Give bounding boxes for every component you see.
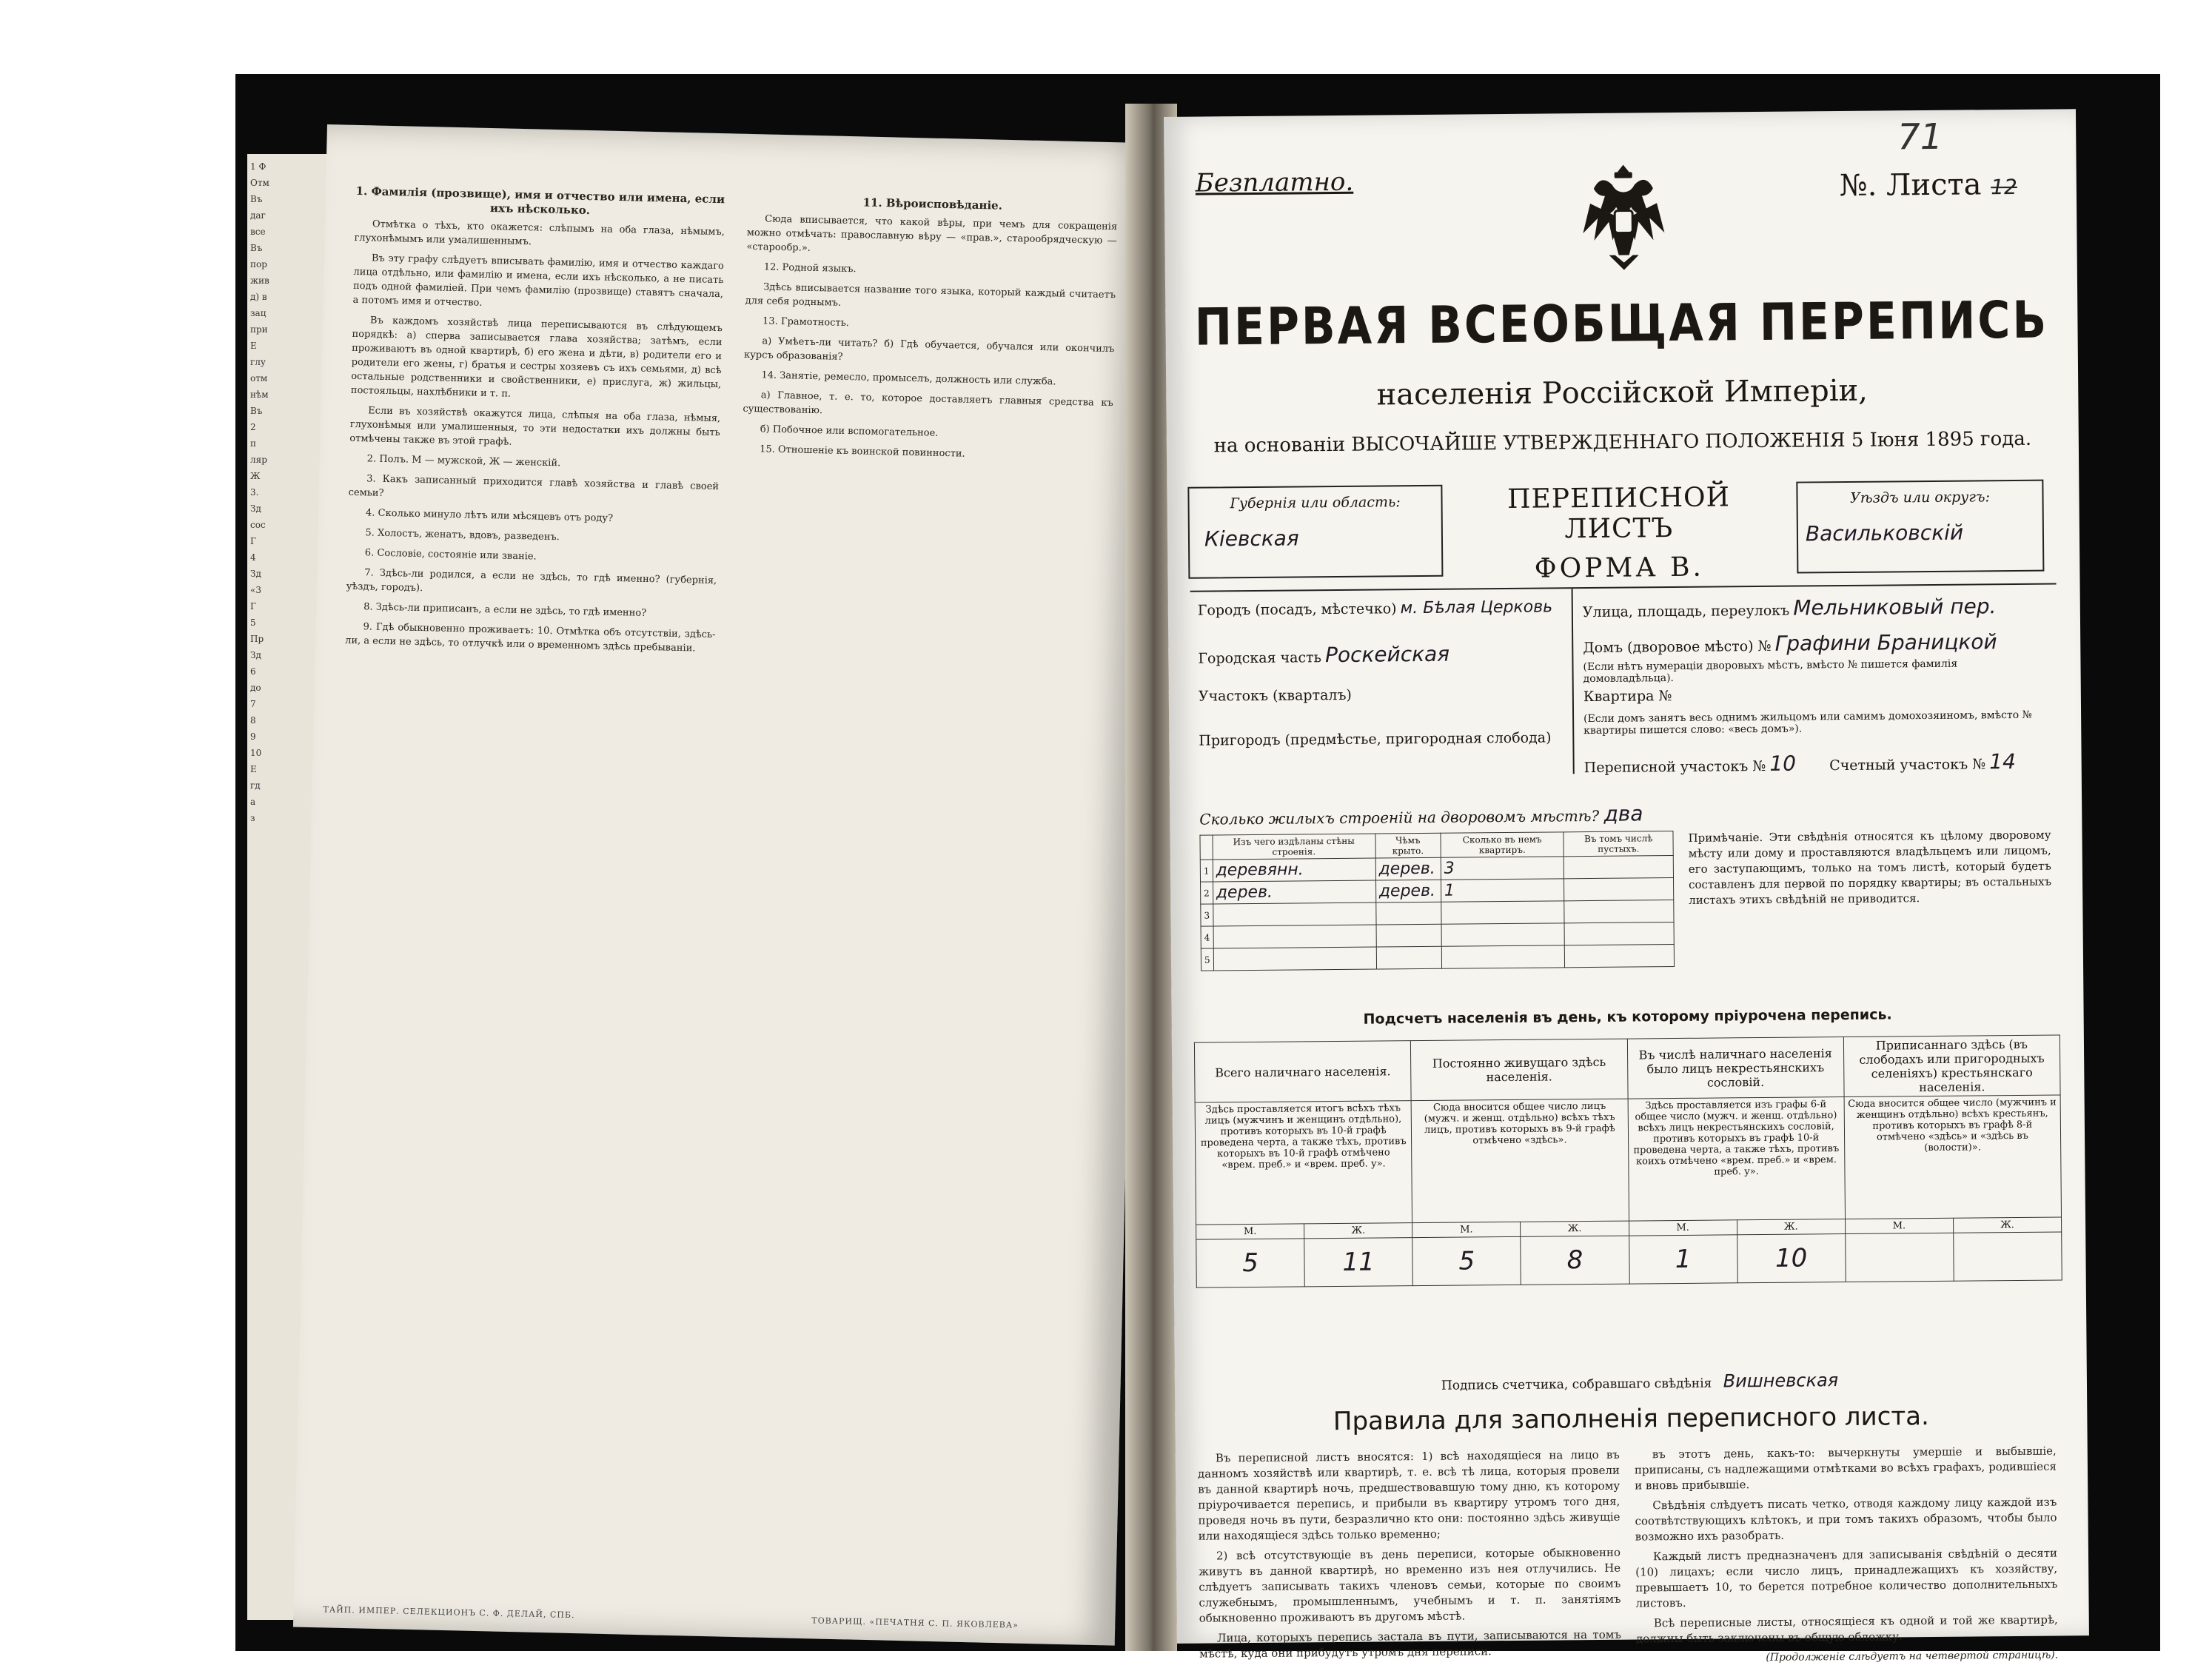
instruction-paragraph: 3. Какъ записанный приходится главѣ хозяйства и главѣ своей семьи?: [348, 473, 720, 499]
edge-text-fragment: 2: [250, 422, 256, 432]
province-box: [1187, 485, 1443, 579]
instruction-paragraph: Сюда вписывается, что какой вѣры, при чемъ для сокращенія можно отмѣчать: православную вѣру — «прав.», старообрядческую — «старообр.».: [746, 213, 1118, 254]
tally-column-description: Здѣсь проставляется изъ графы 6-й общее число (мужч. и женщ. отдѣльно) всѣхъ лицъ некрестьянскихъ сословій, противъ которыхъ въ графѣ 10-й проведена черта, а также тѣхъ, противъ коихъ отмѣчено «врем. преб.» и «врем. преб. у».: [1628, 1097, 1846, 1222]
enumerator-signature: Вишневская: [1723, 1370, 1839, 1392]
edge-text-fragment: Зд: [250, 503, 261, 514]
instruction-paragraph: 12. Родной языкъ.: [763, 261, 857, 275]
district-value: Васильковскій: [1805, 520, 1964, 546]
edge-text-fragment: Зд: [250, 569, 261, 579]
tally-count: 5: [1196, 1239, 1305, 1287]
tally-sex-header: М.: [1412, 1222, 1521, 1237]
edge-text-fragment: а: [250, 797, 256, 807]
tally-sex-header: Ж.: [1953, 1217, 2061, 1233]
edge-text-fragment: ляр: [250, 455, 267, 465]
instruction-paragraph: 15. Отношеніе къ воинской повинности.: [760, 443, 965, 460]
row-number: 1: [1200, 860, 1213, 882]
edge-text-fragment: отм: [250, 373, 268, 384]
buildings-empty: [1564, 856, 1674, 879]
tally-column-description: Сюда вносится общее число лицъ (мужч. и женщ. отдѣльно) всѣхъ тѣхъ лицъ, противъ которыхъ въ 9-й графѣ отмѣчено «здѣсь».: [1411, 1099, 1629, 1223]
signature-line: Подпись счетчика, собравшаго свѣдѣнія Вишневская: [1441, 1370, 1839, 1393]
buildings-walls: [1213, 947, 1376, 971]
edge-text-fragment: 6: [250, 666, 256, 677]
column-1-printer-line: ТАЙП. ИМПЕР. СЕЛЕКЦИОНЪ С. Ф. ДЕЛАЙ, СПБ.: [323, 1604, 575, 1621]
buildings-row: [1201, 945, 1674, 971]
edge-text-fragment: Пр: [250, 634, 264, 644]
population-tally-table: [1194, 1034, 2062, 1287]
edge-text-fragment: 5: [250, 617, 256, 628]
instruction-paragraph: Здѣсь вписывается название того языка, который каждый считаетъ для себя роднымъ.: [745, 281, 1116, 309]
buildings-empty: [1564, 878, 1674, 901]
rule-paragraph: Лица, которыхъ перепись застала въ пути, записываются на томъ мѣстѣ, куда они прибудутъ утромъ дня переписи.: [1199, 1627, 1621, 1661]
row-number: 5: [1201, 948, 1213, 971]
buildings-apts: 3: [1441, 857, 1564, 880]
edge-text-fragment: гд: [250, 780, 261, 791]
instruction-paragraph: 14. Занятіе, ремесло, промыселъ, должность или служба.: [761, 369, 1056, 388]
edge-text-fragment: все: [250, 227, 266, 237]
edge-text-fragment: сос: [250, 520, 266, 530]
apartment-note: (Если домъ занятъ весь однимъ жильцомъ или самимъ домохозяиномъ, вмѣсто № квартиры пишется слово: «весь домъ»).: [1583, 709, 2032, 737]
tally-count: [1954, 1232, 2062, 1281]
instruction-paragraph: Въ эту графу слѣдуетъ вписывать фамилію, имя и отчество каждаго лица отдѣльно, или фамилію и имена, если ихъ нѣсколько, а не писать подъ одной фамиліей. При чемъ фамилію (прозвище) ставятъ сначала, а потомъ имя и отчество.: [352, 252, 724, 309]
subtitle: населенія Россійской Имперіи,: [1376, 373, 1869, 412]
double-headed-eagle-emblem: [1579, 158, 1669, 278]
tally-count: 11: [1304, 1238, 1413, 1287]
buildings-roof: дерев.: [1375, 880, 1441, 903]
tally-count: [1845, 1233, 1954, 1282]
tally-sex-header: Ж.: [1737, 1219, 1845, 1235]
buildings-empty: [1564, 922, 1674, 945]
tally-column-head: Въ числѣ наличнаго населенія было лицъ некрестьянскихъ сословій.: [1627, 1037, 1844, 1099]
section-label: Участокъ (кварталъ): [1198, 686, 1353, 705]
rules-column-left: [1198, 1447, 1622, 1667]
city-part-field: Городская часть Роскейская: [1198, 641, 1450, 668]
pencil-number: 71: [1897, 115, 1943, 158]
instruction-paragraph: 7. Здѣсь-ли родился, а если не здѣсь, то гдѣ именно? (губернія, уѣздъ, городъ).: [346, 567, 717, 595]
rule-paragraph: Всѣ переписные листы, относящіеся къ одной и той же квартирѣ, должны быть заключены въ общую обложку.: [1635, 1613, 2058, 1646]
edge-text-fragment: з: [250, 813, 255, 823]
instruction-paragraph: 8. Здѣсь-ли приписанъ, а если не здѣсь, то гдѣ именно?: [363, 601, 647, 619]
buildings-col-header: Изъ чего издѣланы стѣны строенія.: [1213, 834, 1375, 860]
buildings-apts: [1441, 923, 1565, 946]
tally-column-description: Здѣсь проставляется итогъ всѣхъ тѣхъ лицъ (мужчинъ и женщинъ отдѣльно), противъ которыхъ въ 10-й графѣ проведена черта, а также тѣхъ, противъ которыхъ въ 10-й графѣ отмѣчено «врем. преб.» и «врем. преб. у».: [1195, 1101, 1412, 1225]
row-number: 2: [1201, 882, 1213, 904]
left-page: [293, 124, 1149, 1646]
instructions-column-1: [345, 177, 725, 662]
rules-title: Правила для заполненія переписного листа.: [1333, 1402, 1929, 1437]
edge-text-fragment: 7: [250, 699, 256, 709]
census-district-value: 10: [1769, 751, 1797, 776]
tally-sex-header: М.: [1196, 1224, 1304, 1239]
suburb-label: Пригородъ (предмѣстье, пригородная слобода): [1199, 729, 1552, 749]
sheet-number: [1840, 167, 2017, 203]
edge-text-fragment: Въ: [250, 194, 263, 204]
tally-count: 10: [1737, 1234, 1846, 1283]
row-number: 3: [1201, 904, 1213, 926]
form-line-2: ФОРМА В.: [1534, 552, 1705, 584]
tally-column-description: Сюда вносится общее число (мужчинъ и женщинъ отдѣльно) всѣхъ крестьянъ, противъ которыхъ въ графѣ 8-й отмѣчено «здѣсь» и «здѣсь въ (волости)».: [1844, 1095, 2062, 1219]
instruction-paragraph: а) Главное, т. е. то, которое доставляетъ главныя средства къ существованію.: [743, 389, 1113, 417]
column-2-heading: 11. Вѣроисповѣданіе.: [862, 195, 1003, 212]
edge-text-fragment: 4: [250, 552, 256, 563]
buildings-roof: [1375, 902, 1441, 925]
city-part-value: Роскейская: [1324, 641, 1450, 668]
buildings-table-header: [1200, 831, 1673, 860]
edge-text-fragment: Е: [250, 341, 257, 351]
buildings-apts: 1: [1441, 879, 1564, 902]
edge-text-fragment: 8: [250, 715, 256, 726]
edge-text-fragment: Г: [250, 536, 256, 546]
form-line-1: ПЕРЕПИСНОЙ ЛИСТЪ: [1506, 482, 1731, 545]
instruction-paragraph: 5. Холостъ, женатъ, вдовъ, разведенъ.: [365, 527, 560, 543]
province-label: Губернія или область:: [1230, 494, 1401, 512]
edge-text-fragment: жив: [250, 275, 269, 286]
edge-text-fragment: Зд: [250, 650, 261, 660]
apartment-label: Квартира №: [1583, 688, 1672, 706]
rule-paragraph: Свѣдѣнія слѣдуетъ писать четко, отводя каждому лицу каждой изъ соотвѣтствующихъ клѣтокъ, и при томъ такихъ образомъ, чтобы было возможно ихъ разобрать.: [1635, 1495, 2057, 1544]
rule-paragraph: въ этотъ день, какъ-то: вычеркнуты умершіе и выбывшіе, приписаны, съ надлежащими отмѣтками во всѣхъ графахъ, родившіеся и вновь прибывшіе.: [1634, 1444, 2057, 1493]
tally-sex-header: Ж.: [1521, 1221, 1629, 1236]
buildings-roof: дерев.: [1375, 857, 1441, 880]
edge-text-fragment: Въ: [250, 406, 263, 416]
free-label: Безплатно.: [1195, 167, 1354, 198]
tally-count: 8: [1521, 1236, 1629, 1285]
address-divider: [1572, 589, 1575, 774]
tally-count: 1: [1629, 1235, 1737, 1284]
instruction-paragraph: Въ каждомъ хозяйствѣ лица переписываются въ слѣдующемъ порядкѣ: а) сперва записывается глава хозяйства; затѣмъ, если проживаютъ въ одной квартирѣ, б) его жена и дѣти, в) родители его и родители его жены, г) братья и сестры хозяевъ съ ихъ семьями, д) всѣ остальные родственники и свойственники, е) прислуга, ж) жильцы, постояльцы, нахлѣбники и т. п.: [350, 315, 723, 400]
district-label: Уѣздъ или округъ:: [1849, 489, 1991, 506]
buildings-col-header: Въ томъ числѣ пустыхъ.: [1564, 831, 1673, 857]
continued-note: (Продолженіе слѣдуетъ на четвертой страницѣ).: [1766, 1649, 2059, 1664]
city-field: Городъ (посадъ, мѣстечко) м. Бѣлая Церковь: [1197, 597, 1553, 619]
instruction-paragraph: Отмѣтка о тѣхъ, кто окажется: слѣпымъ на оба глаза, нѣмымъ, глухонѣмымъ или умалишеннымъ.: [354, 218, 725, 248]
edge-text-fragment: Отм: [250, 178, 269, 188]
column-1-heading: 1. Фамилія (прозвище), имя и отчество или имена, если ихъ нѣсколько.: [355, 184, 725, 218]
buildings-apts: [1441, 901, 1565, 924]
buildings-walls: дерев.: [1213, 880, 1375, 904]
rules-column-right: [1635, 1444, 2059, 1667]
house-value: Графини Браницкой: [1774, 629, 1997, 656]
buildings-walls: [1213, 925, 1376, 948]
edge-text-fragment: даг: [250, 210, 266, 221]
buildings-col-header: Сколько въ немъ квартиръ.: [1441, 832, 1564, 857]
main-title: ПЕРВАЯ ВСЕОБЩАЯ ПЕРЕПИСЬ: [1194, 290, 2049, 358]
edge-text-fragment: Ж: [250, 471, 261, 481]
edge-text-fragment: 9: [250, 731, 256, 742]
edge-text-fragment: глу: [250, 357, 266, 367]
edge-text-fragment: нѣм: [250, 389, 269, 400]
edge-text-fragment: Въ: [250, 243, 263, 253]
street-value: Мельниковый пер.: [1793, 594, 1997, 620]
right-page-census-form: [1164, 109, 2089, 1664]
instruction-paragraph: Если въ хозяйствѣ окажутся лица, слѣпыя на оба глаза, нѣмыя, глухонѣмыя или умалишенныя, то эти недостатки ихъ должны быть отмѣчены также въ этой графѣ.: [349, 405, 721, 448]
instruction-paragraph: а) Умѣетъ-ли читать? б) Гдѣ обучается, обучался или окончилъ курсъ образованія?: [743, 335, 1115, 363]
column-2-printer-line: ТОВАРИЩ. «ПЕЧАТНЯ С. П. ЯКОВЛЕВА»: [811, 1615, 1019, 1630]
instruction-paragraph: 6. Сословіе, состояніе или званіе.: [364, 547, 537, 563]
city-value: м. Бѣлая Церковь: [1400, 597, 1553, 618]
edge-text-fragment: 3.: [250, 487, 259, 498]
instruction-paragraph: 13. Грамотность.: [762, 315, 850, 329]
buildings-table: [1199, 831, 1675, 971]
buildings-answer: два: [1603, 801, 1643, 826]
tally-sex-header: Ж.: [1304, 1223, 1412, 1239]
buildings-walls: [1213, 903, 1375, 926]
rule-paragraph: Въ переписной листъ вносятся: 1) всѣ находящіеся на лицо въ данномъ хозяйствѣ или квартирѣ, т. е. всѣ тѣ лица, которыя провели въ данной квартирѣ ночь, предшествовавшую тому дню, къ которому пріурочивается перепись, и прибыли въ квартиру утромъ того дня, проведя ночь въ пути, безразлично кто они: постоянно здѣсь живущіе или находящіеся здѣсь только временно;: [1197, 1447, 1621, 1543]
census-district-field: Переписной участокъ № 10 Счетный участокъ № 14: [1583, 749, 2016, 777]
sheet-number-label: №. Листа: [1839, 167, 1982, 204]
edge-text-fragment: при: [250, 324, 268, 335]
count-district-value: 14: [1989, 749, 2016, 774]
edge-text-fragment: 1 Ф: [250, 161, 267, 172]
legal-basis: на основаніи ВЫСОЧАЙШЕ УТВЕРЖДЕННАГО ПОЛОЖЕНІЯ 5 Іюня 1895 года.: [1213, 427, 2032, 458]
tally-sex-header: М.: [1629, 1220, 1737, 1236]
edge-text-fragment: пор: [250, 259, 267, 269]
edge-text-fragment: 10: [250, 748, 262, 758]
buildings-question: Сколько жилыхъ строеній на дворовомъ мѣстѣ? два: [1199, 801, 1643, 828]
edge-text-fragment: Е: [250, 764, 257, 774]
edge-text-fragment: п: [250, 438, 256, 449]
buildings-empty: [1565, 945, 1675, 968]
tally-column-head: Всего наличнаго населенія.: [1194, 1041, 1411, 1103]
tally-column-head: Постоянно живущаго здѣсь населенія.: [1411, 1039, 1628, 1101]
edge-text-fragment: «3: [250, 585, 261, 595]
house-field: Домъ (дворовое мѣсто) № Графини Браницкой: [1583, 629, 1997, 657]
tally-title: Подсчетъ населенія въ день, къ которому пріурочена перепись.: [1363, 1006, 1892, 1028]
buildings-roof: [1376, 946, 1441, 969]
province-value: Кіевская: [1204, 526, 1299, 552]
instruction-paragraph: 4. Сколько минуло лѣтъ или мѣсяцевъ отъ роду?: [365, 507, 614, 524]
tally-sex-header: М.: [1845, 1218, 1953, 1233]
rule-paragraph: Каждый листъ предназначенъ для записыванія свѣдѣній о десяти (10) лицахъ; если число лицъ, принадлежащихъ къ хозяйству, превышаетъ 10, то берется потребное количество дополнительныхъ листовъ.: [1635, 1546, 2058, 1610]
sheet-number-value: 12: [1991, 174, 2018, 200]
instruction-paragraph: 9. Гдѣ обыкновенно проживаетъ: 10. Отмѣтка объ отсутствіи, здѣсь-ли, а если не здѣсь, то отлучкѣ или о временномъ здѣсь пребываніи.: [345, 621, 716, 654]
row-number: 4: [1201, 926, 1213, 948]
buildings-col-header: Чѣмъ крыто.: [1375, 833, 1441, 858]
tally-count: 5: [1412, 1236, 1521, 1285]
instructions-column-2: [742, 186, 1118, 470]
edge-text-fragment: зац: [250, 308, 267, 318]
edge-text-fragment: до: [250, 683, 261, 693]
instruction-paragraph: б) Побочное или вспомогательное.: [760, 423, 939, 439]
address-block: [1190, 583, 2059, 807]
street-field: Улица, площадь, переулокъ Мельниковый пер.: [1582, 594, 1997, 621]
form-heading: [1455, 482, 1782, 585]
house-note: (Если нѣтъ нумераціи дворовыхъ мѣстъ, вмѣсто № пишется фамилія домовладѣльца).: [1583, 657, 1958, 686]
buildings-walls: деревянн.: [1213, 858, 1375, 882]
district-box: [1796, 480, 2044, 574]
instruction-paragraph: 2. Полъ. М — мужской, Ж — женскій.: [366, 453, 561, 469]
edge-text-fragment: Г: [250, 601, 256, 612]
buildings-apts: [1441, 945, 1565, 968]
tally-column-head: Приписаннаго здѣсь (въ слободахъ или пригородныхъ селеніяхъ) крестьянскаго населенія.: [1843, 1035, 2060, 1097]
buildings-col-number: [1200, 835, 1213, 860]
rule-paragraph: 2) всѣ отсутствующіе въ день переписи, которые обыкновенно живутъ въ данной квартирѣ, но временно изъ нея отлучились. Не слѣдуетъ записывать такихъ членовъ семьи, которые по своимъ служебнымъ, промышленнымъ, учебнымъ и т. п. занятіямъ обыкновенно проживаютъ въ другомъ мѣстѣ.: [1199, 1545, 1621, 1625]
buildings-roof: [1376, 924, 1441, 947]
edge-text-fragment: д) в: [250, 292, 267, 302]
buildings-empty: [1564, 900, 1674, 923]
buildings-note: Примѣчаніе. Эти свѣдѣнія относятся къ цѣлому дворовому мѣсту или дому и проставляются владѣльцемъ или лицомъ, его заступающимъ, только на томъ листѣ, который будетъ составленъ для первой по порядку квартиры; въ остальныхъ листахъ этихъ свѣдѣній не приводится.: [1688, 828, 2052, 907]
